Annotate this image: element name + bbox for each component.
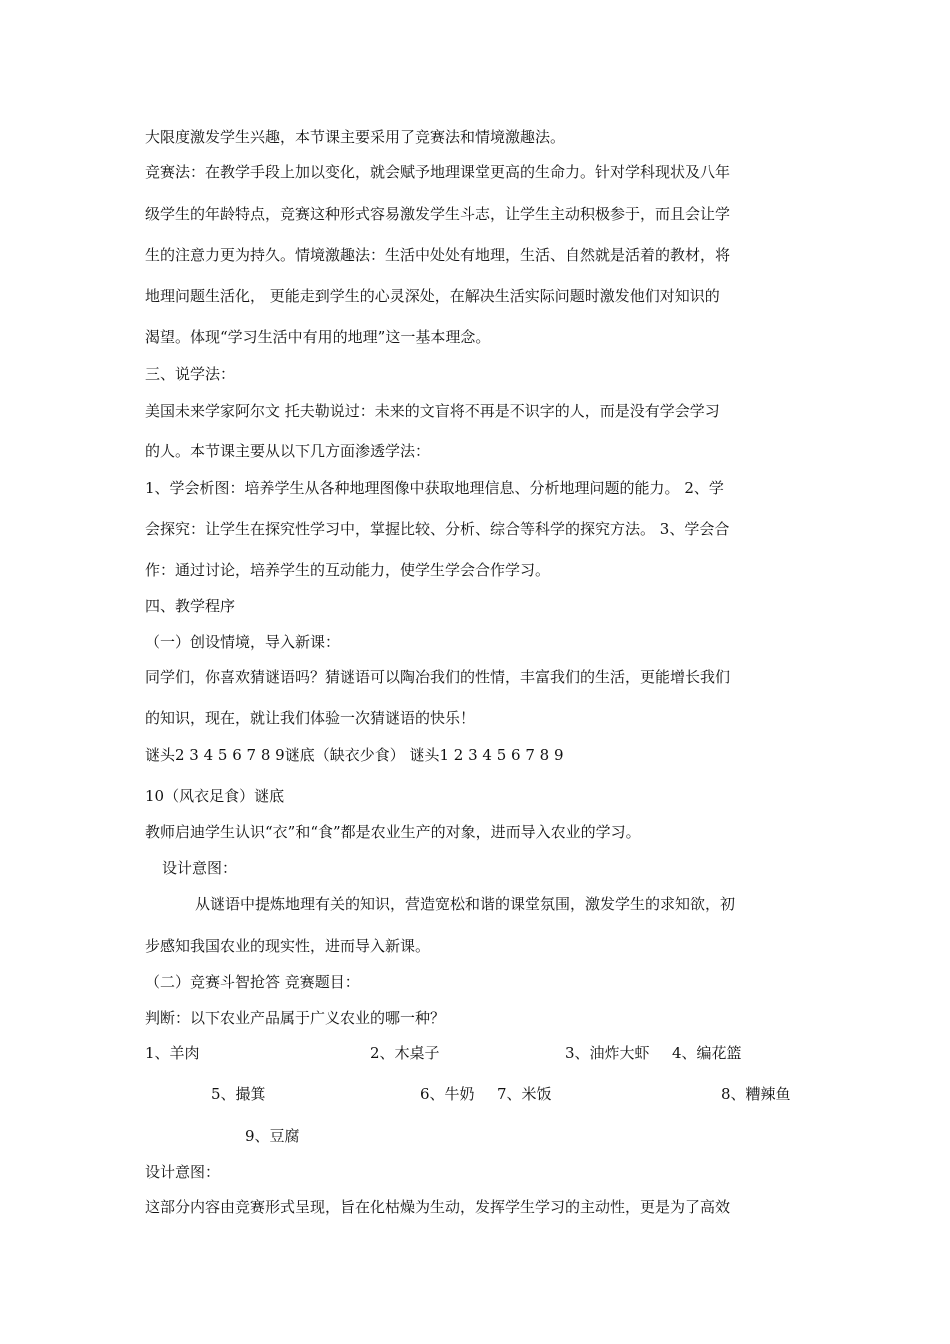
quiz-item: 9、豆腐 bbox=[245, 1127, 300, 1145]
paragraph-line: 教师启迪学生认识“衣”和“食”都是农业生产的对象，进而导入农业的学习。 bbox=[145, 823, 641, 841]
paragraph-line: 从谜语中提炼地理有关的知识，营造宽松和谐的课堂氛围，激发学生的求知欲，初 bbox=[195, 895, 736, 913]
paragraph-line: 1、学会析图：培养学生从各种地理图像中获取地理信息、分析地理问题的能力。 2、学 bbox=[145, 479, 724, 497]
paragraph-line: 这部分内容由竞赛形式呈现，旨在化枯燥为生动，发挥学生学习的主动性，更是为了高效 bbox=[145, 1198, 731, 1216]
quiz-item: 5、撮箕 bbox=[211, 1085, 266, 1103]
paragraph-line: 级学生的年龄特点，竞赛这种形式容易激发学生斗志，让学生主动积极参于，而且会让学 bbox=[145, 205, 731, 223]
paragraph-line: 会探究：让学生在探究性学习中，掌握比较、分析、综合等科学的探究方法。 3、学会合 bbox=[145, 520, 730, 538]
paragraph-line: 步感知我国农业的现实性，进而导入新课。 bbox=[145, 937, 431, 955]
design-intent-label: 设计意图： bbox=[145, 1163, 221, 1181]
riddle-line: 谜头2 3 4 5 6 7 8 9谜底（缺衣少食） 谜头1 2 3 4 5 6 7 8 9 bbox=[145, 746, 564, 764]
subsection-heading: （一）创设情境，导入新课： bbox=[145, 633, 341, 651]
quiz-item: 6、牛奶 bbox=[420, 1085, 475, 1103]
quiz-item: 8、糟辣鱼 bbox=[721, 1085, 791, 1103]
quiz-item: 2、木桌子 bbox=[370, 1044, 440, 1062]
paragraph-line: 生的注意力更为持久。情境激趣法：生活中处处有地理，生活、自然就是活着的教材，将 bbox=[145, 246, 731, 264]
paragraph-line: 大限度激发学生兴趣，本节课主要采用了竞赛法和情境激趣法。 bbox=[145, 128, 566, 146]
paragraph-line: 地理问题生活化， 更能走到学生的心灵深处，在解决生活实际问题时激发他们对知识的 bbox=[145, 287, 720, 305]
paragraph-line: 竞赛法：在教学手段上加以变化，就会赋予地理课堂更高的生命力。针对学科现状及八年 bbox=[145, 163, 731, 181]
paragraph-line: 美国未来学家阿尔文 托夫勒说过：未来的文盲将不再是不识字的人，而是没有学会学习 bbox=[145, 402, 720, 420]
paragraph-line: 同学们，你喜欢猜谜语吗？猜谜语可以陶冶我们的性情，丰富我们的生活，更能增长我们 bbox=[145, 668, 731, 686]
riddle-line: 10（风衣足食）谜底 bbox=[145, 787, 285, 805]
paragraph-line: 判断：以下农业产品属于广义农业的哪一种？ bbox=[145, 1009, 446, 1027]
design-intent-label: 设计意图： bbox=[162, 859, 238, 877]
paragraph-line: 作：通过讨论，培养学生的互动能力，使学生学会合作学习。 bbox=[145, 561, 551, 579]
quiz-item: 4、编花篮 bbox=[672, 1044, 742, 1062]
quiz-item: 3、油炸大虾 bbox=[565, 1044, 650, 1062]
paragraph-line: 的知识，现在，就让我们体验一次猜谜语的快乐！ bbox=[145, 709, 476, 727]
quiz-item: 7、米饭 bbox=[497, 1085, 552, 1103]
quiz-item: 1、羊肉 bbox=[145, 1044, 200, 1062]
section-heading: 三、说学法： bbox=[145, 365, 236, 383]
paragraph-line: 渴望。体现“学习生活中有用的地理”这一基本理念。 bbox=[145, 328, 491, 346]
subsection-heading: （二）竞赛斗智抢答 竞赛题目： bbox=[145, 973, 360, 991]
section-heading: 四、教学程序 bbox=[145, 597, 236, 615]
paragraph-line: 的人。本节课主要从以下几方面渗透学法： bbox=[145, 442, 431, 460]
